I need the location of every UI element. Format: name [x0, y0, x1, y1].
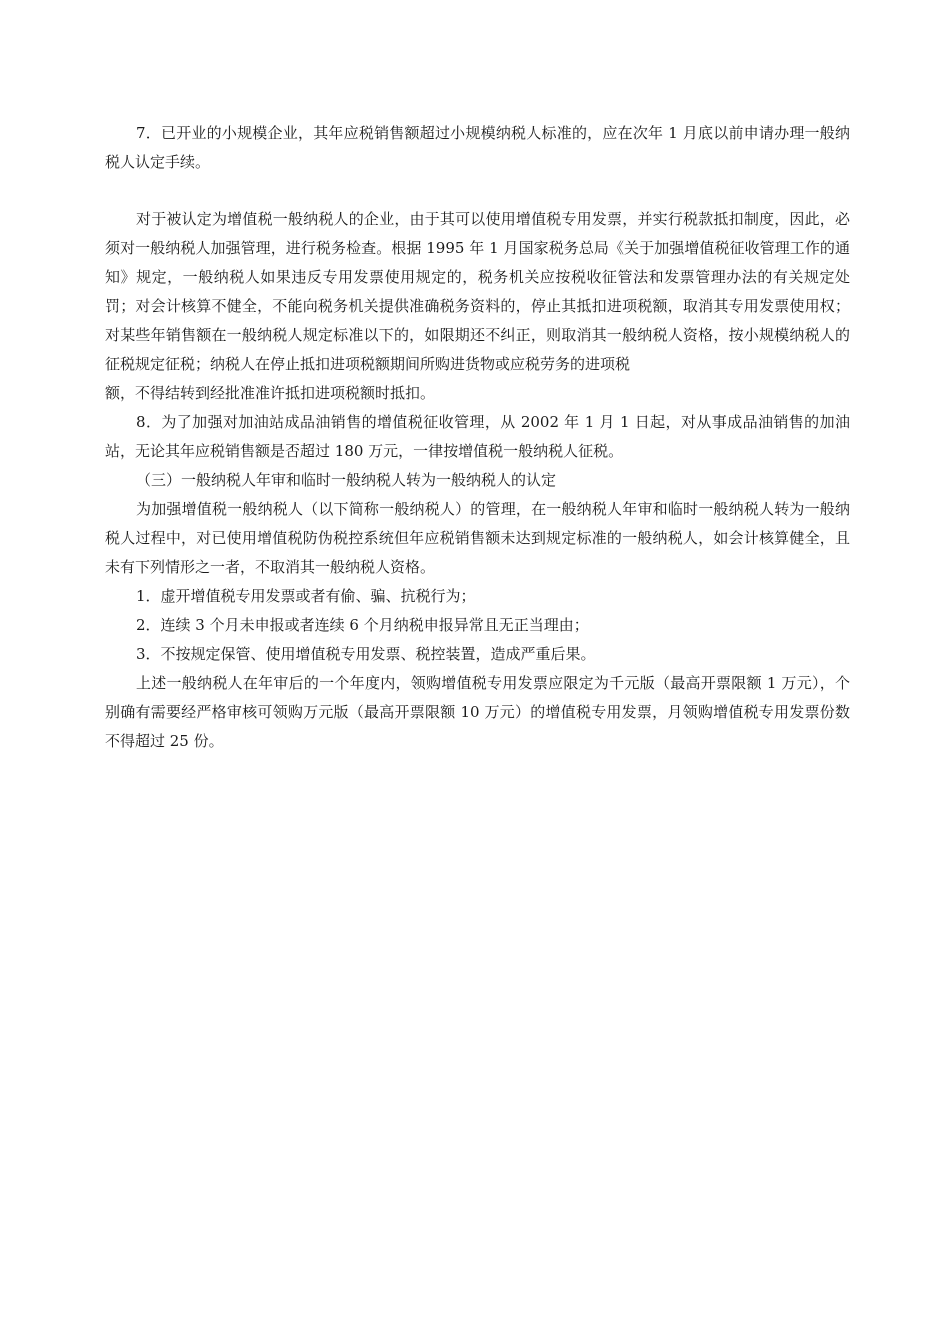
list-item-3: 3．不按规定保管、使用增值税专用发票、税控装置，造成严重后果。 [136, 645, 596, 663]
paragraph-continuation: 额，不得结转到经批准准许抵扣进项税额时抵扣。 [105, 384, 436, 402]
paragraph-spacer [105, 177, 850, 205]
document-body [105, 119, 850, 756]
paragraph-management-inspection: 对于被认定为增值税一般纳税人的企业，由于其可以使用增值税专用发票，并实行税款抵扣制度，因此，必须对一般纳税人加强管理，进行税务检查。根据 1995 年 1 月国家税务总局《关于加强增值税征收管理工作的通知》规定，一般纳税人如果违反专用发票使用规定的，税务机关应按税收征管法和发票管理办法的有关规定处罚；对会计核算不健全，不能向税务机关提供准确税务资料的，停止其抵扣进项税额，取消其专用发票使用权；对某些年销售额在一般纳税人规定标准以下的，如限期还不纠正，则取消其一般纳税人资格，按小规模纳税人的征税规定征税；纳税人在停止抵扣进项税额期间所购进货物或应税劳务的进项税 [105, 210, 850, 373]
paragraph-item-7: 7．已开业的小规模企业，其年应税销售额超过小规模纳税人标准的，应在次年 1 月底以前申请办理一般纳税人认定手续。 [105, 124, 850, 171]
list-item-2: 2．连续 3 个月未申报或者连续 6 个月纳税申报异常且无正当理由； [136, 616, 589, 634]
section-heading-3: （三）一般纳税人年审和临时一般纳税人转为一般纳税人的认定 [136, 471, 557, 489]
list-item-1: 1．虚开增值税专用发票或者有偷、骗、抗税行为； [136, 587, 476, 605]
paragraph-invoice-limits: 上述一般纳税人在年审后的一个年度内，领购增值税专用发票应限定为千元版（最高开票限额 1 万元），个别确有需要经严格审核可领购万元版（最高开票限额 10 万元）的增值税专用发票，月领购增值税专用发票份数不得超过 25 份。 [105, 674, 850, 750]
paragraph-item-8: 8．为了加强对加油站成品油销售的增值税征收管理，从 2002 年 1 月 1 日起，对从事成品油销售的加油站，无论其年应税销售额是否超过 180 万元，一律按增值税一般纳税人征税。 [105, 413, 850, 460]
paragraph-annual-review: 为加强增值税一般纳税人（以下简称一般纳税人）的管理，在一般纳税人年审和临时一般纳税人转为一般纳税人过程中，对已使用增值税防伪税控系统但年应税销售额未达到规定标准的一般纳税人，如会计核算健全，且未有下列情形之一者，不取消其一般纳税人资格。 [105, 500, 850, 576]
